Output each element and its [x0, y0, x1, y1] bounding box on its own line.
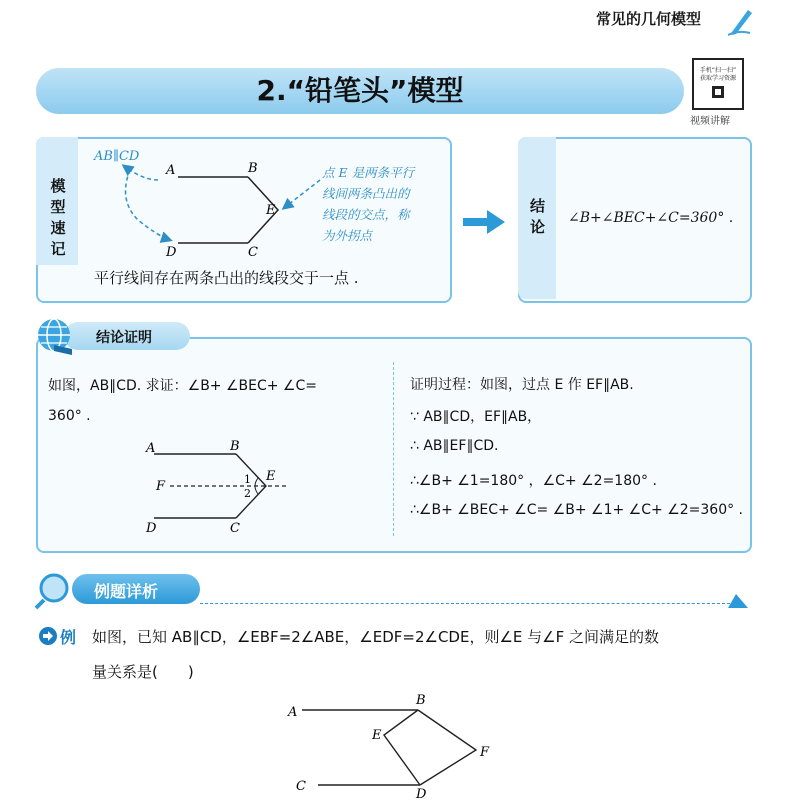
proof-statement: 如图，AB∥CD. 求证：∠B+ ∠BEC+ ∠C=	[48, 378, 317, 394]
model-label-d: D	[166, 245, 177, 260]
qr-caption: 视频讲解	[690, 116, 730, 127]
pen-icon	[728, 6, 754, 36]
arrow-circle-icon	[38, 626, 58, 646]
model-label-c: C	[248, 245, 258, 260]
proof-step: 证明过程：如图，过点 E 作 EF∥AB.	[410, 377, 634, 393]
triangle-icon	[728, 594, 748, 608]
proof-title: 结论证明	[96, 330, 152, 346]
proof-divider	[393, 362, 394, 536]
model-tab-label: 模型速记	[50, 177, 66, 258]
model-relation: AB∥CD	[94, 149, 140, 164]
example-label-d: D	[416, 787, 427, 800]
model-label-a: A	[166, 163, 176, 178]
title-banner	[36, 68, 684, 114]
proof-label-b: B	[230, 439, 240, 454]
model-note-line: 线间两条凸出的	[322, 186, 410, 201]
model-figure	[88, 140, 328, 265]
example-label-b: B	[416, 693, 426, 708]
example-label: 例	[60, 628, 77, 647]
section-header: 常见的几何模型	[596, 10, 702, 28]
proof-step: ∴∠B+ ∠BEC+ ∠C= ∠B+ ∠1+ ∠C+ ∠2=360° .	[410, 502, 743, 518]
conclusion-text: ∠B+∠BEC+∠C=360° .	[568, 210, 734, 226]
qr-code[interactable]	[692, 58, 744, 110]
model-note	[322, 162, 442, 246]
magnifier-icon	[34, 570, 78, 610]
model-caption: 平行线间存在两条凸出的线段交于一点 .	[94, 269, 359, 287]
proof-label-c: C	[230, 521, 240, 536]
qr-code-icon	[694, 60, 742, 108]
proof-label-2: 2	[244, 487, 251, 500]
example-title: 例题详析	[94, 582, 159, 601]
example-divider	[200, 603, 730, 604]
example-figure	[280, 690, 510, 800]
proof-step: ∴ AB∥EF∥CD.	[410, 438, 499, 454]
model-note-line: 线段的交点，称	[322, 207, 410, 222]
globe-book-icon	[34, 315, 78, 355]
qr-line-2: 获取学习资源	[699, 75, 737, 82]
proof-step: ∵ AB∥CD，EF∥AB，	[410, 409, 542, 425]
page-title: 2.“铅笔头”模型	[256, 74, 464, 107]
proof-label-f: F	[156, 479, 166, 494]
example-label-a: A	[288, 705, 298, 720]
right-arrow-icon	[463, 210, 505, 234]
model-note-line: 点 E 是两条平行	[322, 165, 415, 180]
conclusion-tab-label: 结论	[530, 197, 546, 236]
proof-label-1: 1	[244, 473, 251, 486]
example-question-cont: 量关系是( )	[92, 663, 194, 681]
example-label-c: C	[296, 779, 306, 794]
example-label-f: F	[480, 745, 490, 760]
proof-label-e: E	[266, 469, 276, 484]
proof-figure	[140, 436, 300, 540]
model-note-line: 为外拐点	[322, 228, 373, 243]
example-label-e: E	[372, 728, 382, 743]
proof-label-a: A	[146, 441, 156, 456]
qr-line-1: 手机“扫一扫”	[699, 67, 737, 74]
proof-step: ∴∠B+ ∠1=180° ，∠C+ ∠2=180° .	[410, 473, 657, 489]
model-label-b: B	[248, 161, 258, 176]
model-label-e: E	[266, 203, 276, 218]
example-question: 如图，已知 AB∥CD，∠EBF=2∠ABE，∠EDF=2∠CDE，则∠E 与∠F 之间满足的数	[92, 628, 659, 646]
proof-statement-cont: 360° .	[48, 408, 91, 424]
proof-label-d: D	[146, 521, 157, 536]
